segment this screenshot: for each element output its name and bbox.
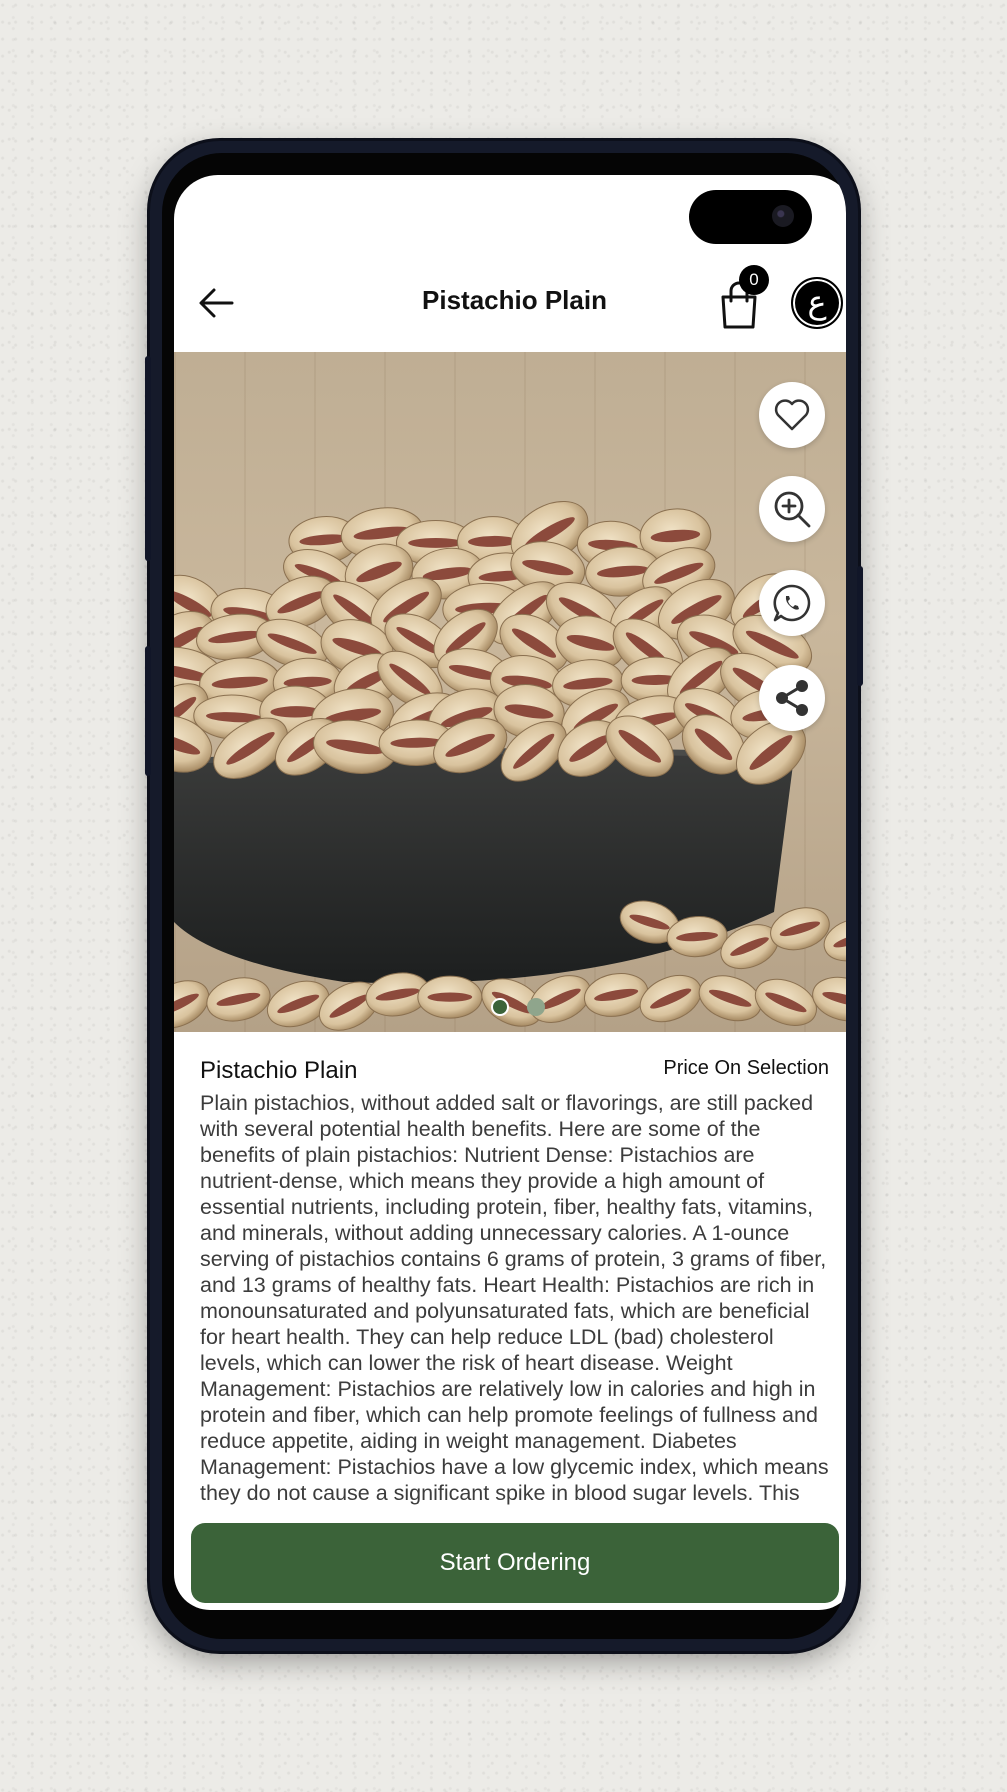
pistachio-shape — [633, 966, 709, 1030]
whatsapp-button[interactable] — [759, 570, 825, 636]
share-icon — [771, 677, 813, 719]
page-title: Pistachio Plain — [422, 285, 607, 315]
product-photo — [174, 352, 846, 1032]
product-name: Pistachio Plain — [200, 1057, 358, 1084]
product-description: Plain pistachios, without added salt or flavorings, are still packed with several potential health benefits. Here are some of the benefits of plain pistachios: Nutrient Dense: Pistachios are nutrient-dense, which means they provide a high amount of essential nutrients, including protein, fiber, healthy fats, vitamins, and minerals, without adding unnecessary calories. A 1-ounce serving of pistachios contains 6 grams of protein, 3 grams of fiber, and 13 grams of healthy fats. Heart Health: Pistachios are rich in monounsaturated and polyunsaturated fats, which are beneficial for heart health. They can help reduce LDL (bad) cholesterol levels, which can lower the risk of heart disease. Weight Management: Pistachios are relatively low in calories and high in protein and fiber, which can help promote feelings of fullness and reduce appetite, aiding in weight management. Diabetes Management: Pistachios have a low glycemic index, which means they do not cause a significant spike in blood sugar levels. This — [200, 1091, 829, 1505]
pistachio-shape — [581, 969, 651, 1022]
app-screen — [174, 175, 846, 1610]
top-app-bar — [174, 265, 846, 345]
phone-side-button — [145, 356, 151, 561]
share-button[interactable] — [759, 665, 825, 731]
pistachio-shape — [748, 970, 823, 1032]
brand-logo[interactable]: ع — [791, 277, 843, 329]
heart-icon — [772, 395, 812, 435]
phone-side-button — [145, 646, 151, 776]
phone-side-button — [857, 566, 863, 686]
phone-frame — [150, 141, 858, 1651]
cart-count-badge: 0 — [739, 265, 769, 295]
favorite-button[interactable] — [759, 382, 825, 448]
product-image-gallery[interactable] — [174, 352, 846, 1032]
phone-bezel — [162, 153, 846, 1639]
zoom-button[interactable] — [759, 476, 825, 542]
start-ordering-button[interactable]: Start Ordering — [191, 1523, 839, 1603]
whatsapp-icon — [771, 582, 813, 624]
product-price: Price On Selection — [663, 1057, 829, 1079]
camera-icon — [772, 205, 794, 227]
dynamic-island — [689, 190, 812, 244]
pistachio-shape — [418, 976, 482, 1018]
pagination-dot-active[interactable] — [491, 998, 509, 1016]
pistachio-shape — [808, 971, 846, 1028]
pistachio-shape — [203, 972, 274, 1026]
pagination-dot[interactable] — [527, 998, 545, 1016]
zoom-in-icon — [771, 488, 813, 530]
gallery-pagination — [491, 998, 545, 1016]
